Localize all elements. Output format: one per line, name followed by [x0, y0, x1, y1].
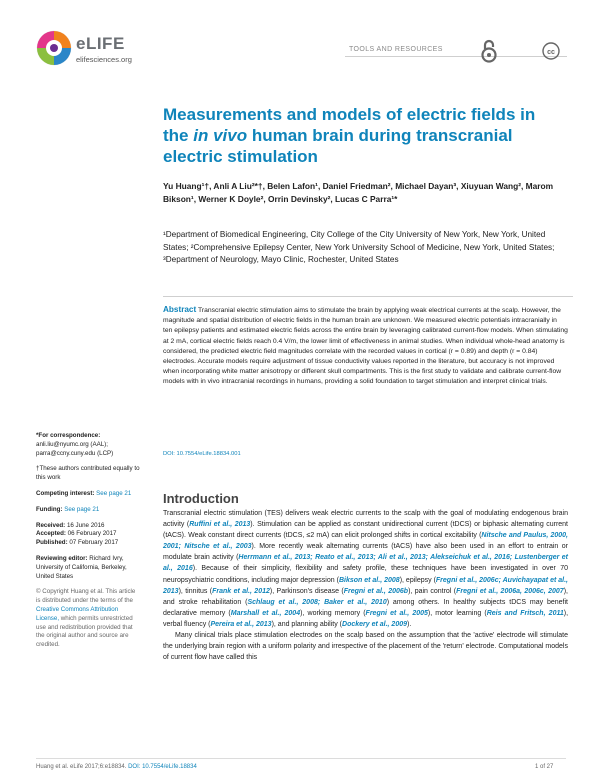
section-heading-introduction: Introduction: [163, 491, 239, 506]
citation-link[interactable]: Pereira et al., 2013: [210, 620, 272, 628]
elife-logo-icon: [34, 26, 74, 70]
open-access-icon[interactable]: [479, 38, 499, 64]
citation-link[interactable]: Fregni et al., 2006b: [343, 587, 409, 595]
citation-link[interactable]: Marshall et al., 2004: [230, 609, 301, 617]
funding: Funding: See page 21: [36, 505, 100, 513]
citation-link[interactable]: Fregni et al., 2005: [365, 609, 428, 617]
published-date: Published: 07 February 2017: [36, 539, 119, 547]
citation-link[interactable]: Ruffini et al., 2013: [189, 521, 251, 529]
correspondence: *For correspondence: anli.liu@nyumc.org (AAL); parra@ccny.cuny.edu (LCP): [36, 432, 114, 457]
footer-citation: Huang et al. eLife 2017;6:e18834. DOI: 10.7554/eLife.18834: [36, 764, 197, 770]
citation-link[interactable]: Nitsche and Paulus, 2000, 2001; Nitsche et al., 2003: [163, 532, 569, 551]
citation-link[interactable]: Fregni et al., 2006c; Auvichayapat et al., 2013: [163, 576, 569, 595]
citation-link[interactable]: Bikson et al., 2008: [338, 576, 400, 584]
article-type-label: TOOLS AND RESOURCES: [349, 46, 443, 53]
author-list: Yu Huang¹†, Anli A Liu²*†, Belen Lafon¹, Daniel Friedman², Michael Dayan³, Xiuyuan Wang², Marom Bikson¹, Werner K Doyle², Orrin Devinsky², Lucas C Parra¹*: [163, 181, 554, 204]
paragraph-1: Transcranial electric stimulation (TES) delivers weak electric currents to the scalp with the goal of modulating endogenous brain activity (Ruffini et al., 2013). Stimulation can be applied as constant unidirectional current (tDCS) or biphasic alternating current (tACS). Weak constant direct currents (tDCS, ≤2 mA) can elicit prolonged shifts in cortical excitability (Nitsche and Paulus, 2000, 2001; Nitsche et al., 2003). More recently weak alternating currents (tACS) have also been used in an effort to entrain or modulate brain activity (Herrmann et al., 2013; Reato et al., 2013; Ali et al., 2013; Alekseichuk et al., 2016; Lustenberger et al., 2016). Because of their simplicity, flexibility and safety profile, these techniques have been investigated in over 70 neuropsychiatric conditions, including major depression (Bikson et al., 2008), epilepsy (Fregni et al., 2006c; Auvichayapat et al., 2013), tinnitus (Frank et al., 2012), Parkinson's disease (Fregni et al., 2006b), pain control (Fregni et al., 2006a, 2006c, 2007), and stroke rehabilitation (Schlaug et al., 2008; Baker et al., 2010) among others. In healthy subjects tDCS may benefit declarative memory (Marshall et al., 2004), working memory (Fregni et al., 2005), motor learning (Reis and Fritsch, 2011), verbal fluency (Pereira et al., 2013), and planning ability (Dockery et al., 2009).: [163, 510, 569, 628]
abstract-heading: Abstract: [163, 305, 197, 314]
correspondence-emails[interactable]: anli.liu@nyumc.org (AAL); parra@ccny.cuny.edu (LCP): [36, 440, 114, 457]
footer-doi-link[interactable]: DOI: 10.7554/eLife.18834: [128, 764, 197, 770]
creative-commons-icon[interactable]: [542, 42, 560, 60]
paragraph-2: Many clinical trials place stimulation electrodes on the scalp based on the assumption that the 'active' electrode will stimulate the underlying brain region with a uniform polarity and irrespective of the placement of the 'return' electrode. Computational models of current flow have called this: [163, 632, 568, 662]
citation-link[interactable]: Schlaug et al., 2008; Baker et al., 2010: [247, 598, 387, 606]
dates: [36, 522, 140, 548]
abstract-divider: [163, 296, 573, 297]
citation-link[interactable]: Frank et al., 2012: [212, 587, 270, 595]
elife-brand-name: eLIFE: [76, 34, 125, 53]
received-date: Received: 16 June 2016: [36, 521, 105, 529]
title-part2: human brain during transcranial electric stimulation: [163, 126, 513, 166]
citation-link[interactable]: Herrmann et al., 2013; Reato et al., 2013; Ali et al., 2013; Alekseichuk et al., 2016; Lustenberger et al., 2016: [163, 554, 569, 573]
page-number: 1 of 27: [535, 764, 554, 770]
elife-url: elifesciences.org: [76, 55, 132, 64]
header-divider: [345, 56, 567, 57]
license-link[interactable]: Creative Commons Attribution License,: [36, 605, 119, 622]
reviewing-editor: Reviewing editor: Richard Ivry, University of California, Berkeley, United States: [36, 554, 127, 580]
title-italic: in vivo: [193, 126, 248, 145]
accepted-date: Accepted: 06 February 2017: [36, 530, 117, 538]
svg-text:cc: cc: [547, 49, 555, 56]
competing-interest-link[interactable]: See page 21: [94, 489, 132, 497]
introduction-body: [163, 508, 568, 663]
article-title: [163, 104, 563, 167]
abstract-doi-link[interactable]: DOI: 10.7554/eLife.18834.001: [163, 451, 241, 457]
elife-logo[interactable]: [34, 26, 144, 72]
copyright-license: © Copyright Huang et al. This article is distributed under the terms of the Creative Commons Attribution License, which permits unrestricted use and redistribution provided that the original author and source are credited.: [36, 588, 136, 649]
article-sidebar: [36, 432, 140, 657]
equal-contribution-note: †These authors contributed equally to this work: [36, 465, 140, 482]
citation-link[interactable]: Fregni et al., 2006a, 2006c, 2007: [456, 587, 564, 595]
citation-link[interactable]: Dockery et al., 2009: [342, 620, 408, 628]
funding-link[interactable]: See page 21: [62, 505, 100, 513]
citation-link[interactable]: Reis and Fritsch, 2011: [486, 609, 564, 617]
footer-divider: [36, 758, 566, 759]
abstract: [163, 305, 568, 388]
title-part1: Measurements and models of electric fields in the: [163, 105, 536, 145]
affiliations: ¹Department of Biomedical Engineering, City College of the City University of New York, New York, United States; ²Comprehensive Epilepsy Center, New York University School of Medicine, New York, United States; ³Department of Neurology, Mayo Clinic, Rochester, United States: [163, 230, 555, 265]
abstract-text: Transcranial electric stimulation aims to stimulate the brain by applying weak electrical currents at the scalp. However, the magnitude and spatial distribution of electric fields in the human brain are unknown. We measured electric potentials intracranially in ten epilepsy patients and estimated electric fields across the entire brain by leveraging calibrated current-flow models. When stimulating at 2 mA, cortical electric fields reach 0.4 V/m, the lower limit of effectiveness in animal studies. When individual whole-head anatomy is considered, the predicted electric field magnitudes correlate with the recorded values in cortical (r = 0.89) and depth (r = 0.84) electrodes. Accurate models require adjustment of tissue conductivity values reported in the literature, but accuracy is not improved when incorporating white matter anisotropy or different skull compartments. This is the first study to validate and calibrate current-flow models with in vivo intracranial recordings in humans, providing a solid foundation to target stimulation and interpret clinical trials.: [163, 307, 568, 386]
competing-interest: Competing interest: See page 21: [36, 489, 132, 497]
